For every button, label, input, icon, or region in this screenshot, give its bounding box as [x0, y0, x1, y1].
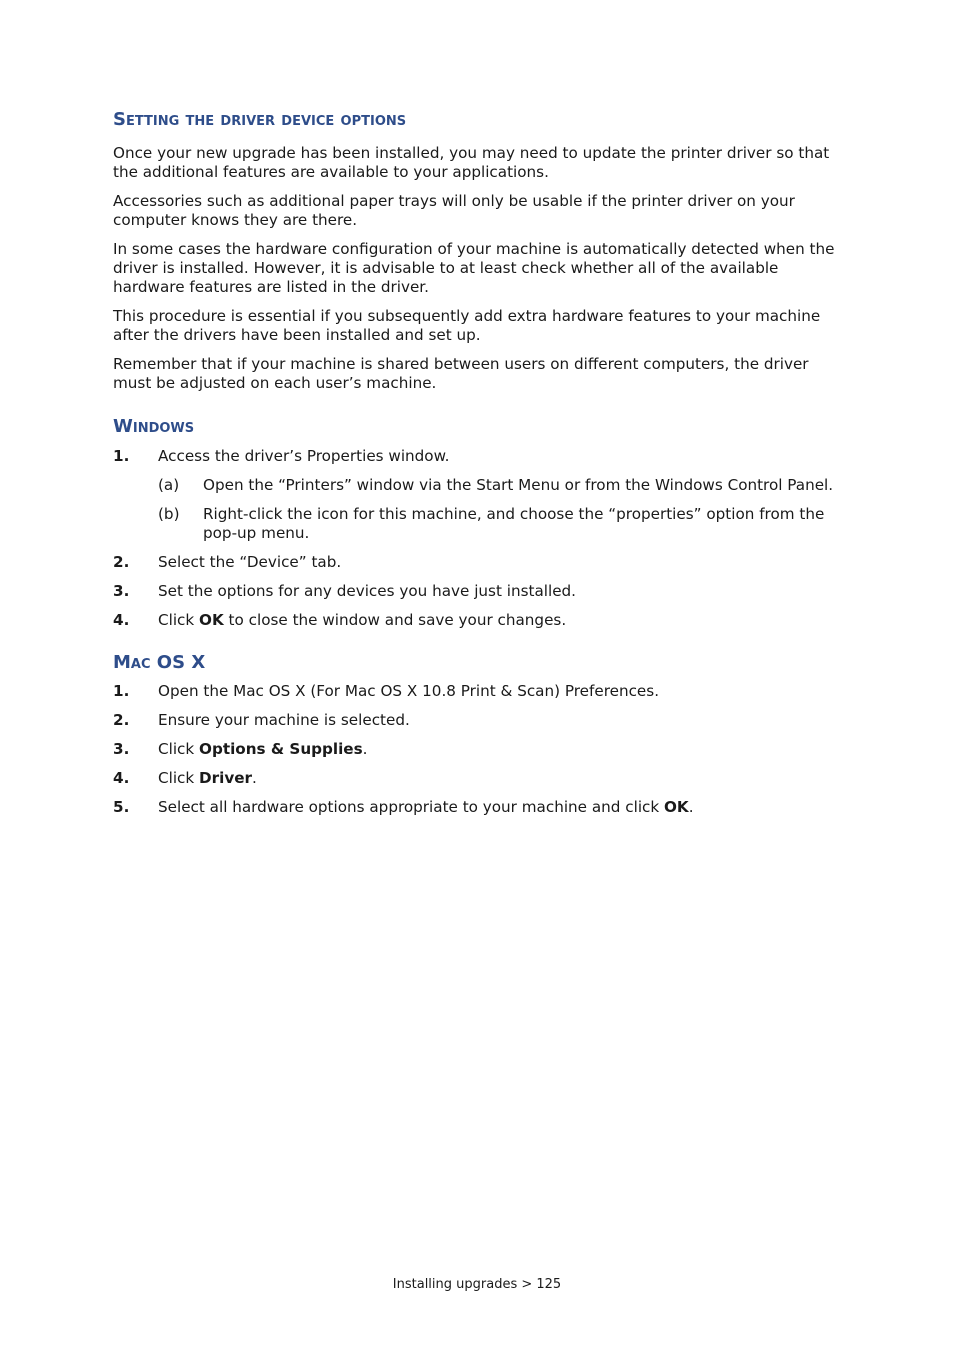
- step-text: Select the “Device” tab.: [158, 553, 342, 571]
- step-text: Access the driver’s Properties window.: [158, 447, 450, 465]
- substep-label: (a): [158, 476, 180, 494]
- step-text-pre: Click: [158, 740, 200, 758]
- substep-text: Right-click the icon for this machine, and choose the “properties” option from the pop-up menu.: [203, 505, 825, 542]
- step-text-pre: Click: [158, 769, 200, 787]
- step-number: 4.: [113, 769, 130, 787]
- step-number: 2.: [113, 711, 130, 729]
- step-text-pre: Select all hardware options appropriate to your machine and click: [158, 798, 665, 816]
- intro-paragraph-3: In some cases the hardware configuration of your machine is automatically detected when the driver is installed. However, it is advisable to at least check whether all of the available hardware features are listed in the driver.: [113, 240, 835, 296]
- step-text-bold: OK: [199, 611, 224, 629]
- step-number: 5.: [113, 798, 130, 816]
- section-heading: Setting the driver device options: [113, 109, 407, 130]
- substep-text: Open the “Printers” window via the Start Menu or from the Windows Control Panel.: [203, 476, 834, 494]
- mac-step-3: [113, 740, 839, 759]
- windows-step-4: [113, 611, 839, 630]
- windows-step-3: [113, 582, 839, 601]
- document-page: [113, 108, 839, 827]
- windows-step-2: [113, 553, 839, 572]
- step-text: Open the Mac OS X (For Mac OS X 10.8 Print & Scan) Preferences.: [158, 682, 660, 700]
- step-number: 1.: [113, 447, 130, 465]
- intro-paragraph-1: Once your new upgrade has been installed, you may need to update the printer driver so that the additional features are available to your applications.: [113, 144, 830, 181]
- step-text-bold: Driver: [199, 769, 253, 787]
- step-text-pre: Click: [158, 611, 200, 629]
- mac-step-2: [113, 711, 839, 730]
- windows-step-1-substeps: [158, 476, 839, 543]
- mac-step-4: [113, 769, 839, 788]
- step-number: 3.: [113, 740, 130, 758]
- mac-heading: Mac OS X: [113, 652, 206, 673]
- step-number: 4.: [113, 611, 130, 629]
- step-text-post: to close the window and save your changes.: [223, 611, 567, 629]
- step-number: 2.: [113, 553, 130, 571]
- step-text-bold: OK: [664, 798, 689, 816]
- step-text: Ensure your machine is selected.: [158, 711, 410, 729]
- windows-steps: [113, 447, 839, 630]
- intro-paragraph-5: Remember that if your machine is shared between users on different computers, the driver must be adjusted on each user’s machine.: [113, 355, 809, 392]
- step-text-post: .: [688, 798, 694, 816]
- step-text-post: .: [252, 769, 257, 787]
- windows-step-1: [113, 447, 839, 543]
- mac-step-1: [113, 682, 839, 701]
- intro-paragraph-4: This procedure is essential if you subsequently add extra hardware features to your machine after the drivers have been installed and set up.: [113, 307, 821, 344]
- step-text: Set the options for any devices you have just installed.: [158, 582, 577, 600]
- intro-paragraph-2: Accessories such as additional paper trays will only be usable if the printer driver on your computer knows they are there.: [113, 192, 795, 229]
- step-number: 3.: [113, 582, 130, 600]
- mac-steps: [113, 682, 839, 817]
- step-text-post: .: [362, 740, 368, 758]
- substep-label: (b): [158, 505, 180, 523]
- windows-substep-a: [158, 476, 839, 495]
- windows-heading: Windows: [113, 416, 195, 437]
- page-footer: Installing upgrades > 125: [392, 1277, 562, 1292]
- windows-substep-b: [158, 505, 839, 543]
- step-text-bold: Options & Supplies: [199, 740, 363, 758]
- mac-step-5: [113, 798, 839, 817]
- step-number: 1.: [113, 682, 130, 700]
